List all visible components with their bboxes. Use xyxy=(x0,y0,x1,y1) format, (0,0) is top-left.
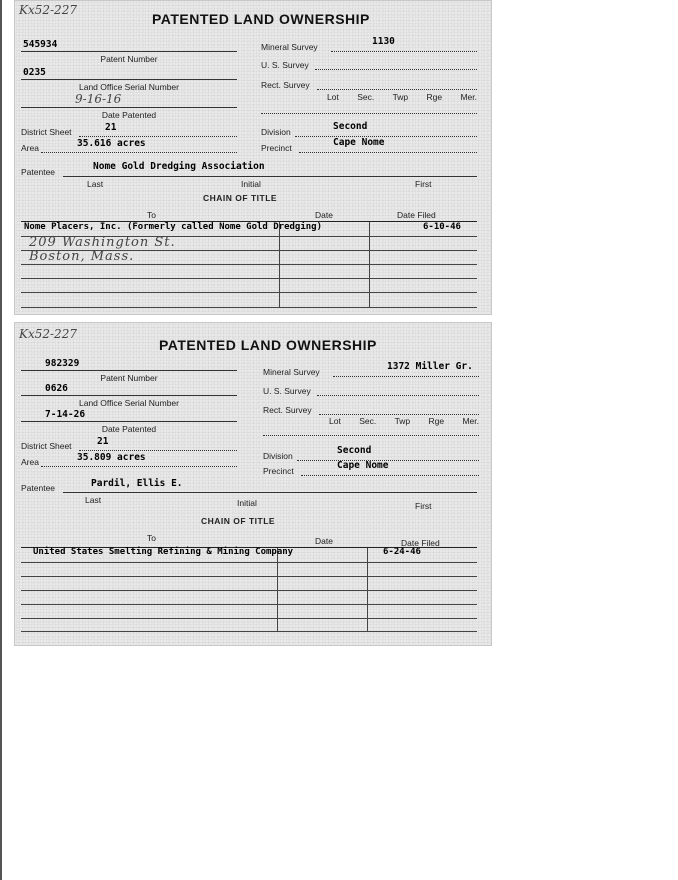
patent-number-label: Patent Number xyxy=(100,54,158,64)
chain-entry-to: United States Smelting Refining & Mining Company xyxy=(33,547,294,557)
chain-entry-filed: 6-10-46 xyxy=(423,222,461,232)
rect-col-sec: Sec. xyxy=(357,92,375,102)
patentee-value: Nome Gold Dredging Association xyxy=(93,161,265,172)
ownership-card-2 xyxy=(14,322,492,646)
name-initial-label: Initial xyxy=(241,179,261,189)
card-reference: Kx52-227 xyxy=(19,327,77,341)
rect-survey-columns xyxy=(327,92,477,102)
area-value: 35.809 acres xyxy=(77,452,146,463)
ownership-card-1 xyxy=(14,0,492,315)
patentee-label: Patentee xyxy=(21,167,56,177)
rect-survey-label: Rect. Survey xyxy=(263,405,312,415)
district-sheet-value: 21 xyxy=(97,436,109,447)
date-patented-value: 9-16-16 xyxy=(75,92,122,106)
precinct-label: Precinct xyxy=(263,466,294,476)
address-line-2: Boston, Mass. xyxy=(29,249,135,264)
district-sheet-label: District Sheet xyxy=(21,441,72,451)
division-label: Division xyxy=(261,127,291,137)
division-label: Division xyxy=(263,451,293,461)
card-title: PATENTED LAND OWNERSHIP xyxy=(159,337,377,353)
rect-col-lot: Lot xyxy=(327,92,339,102)
name-first-label: First xyxy=(415,179,432,189)
rect-col-mer: Mer. xyxy=(462,416,479,426)
col-filed-label: Date Filed xyxy=(397,210,436,220)
mineral-survey-value: 1130 xyxy=(372,36,395,47)
rect-col-mer: Mer. xyxy=(460,92,477,102)
mineral-survey-label: Mineral Survey xyxy=(261,42,318,52)
rect-survey-label: Rect. Survey xyxy=(261,80,310,90)
patentee-label: Patentee xyxy=(21,483,56,493)
chain-of-title-heading: CHAIN OF TITLE xyxy=(201,516,276,526)
district-sheet-label: District Sheet xyxy=(21,127,72,137)
name-first-label: First xyxy=(415,501,432,511)
rect-col-twp: Twp xyxy=(394,416,411,426)
address-line-1: 209 Washington St. xyxy=(29,235,176,250)
area-value: 35.616 acres xyxy=(77,138,146,149)
rect-col-twp: Twp xyxy=(392,92,409,102)
rect-col-rge: Rge xyxy=(426,92,443,102)
us-survey-label: U. S. Survey xyxy=(263,386,311,396)
col-to-label: To xyxy=(147,210,156,220)
division-value: Second xyxy=(337,445,372,456)
patentee-value: Pardil, Ellis E. xyxy=(91,478,183,489)
division-value: Second xyxy=(333,121,368,132)
name-initial-label: Initial xyxy=(237,498,257,508)
precinct-value: Cape Nome xyxy=(333,137,385,148)
card-title: PATENTED LAND OWNERSHIP xyxy=(152,11,370,27)
name-last-label: Last xyxy=(85,495,102,505)
precinct-label: Precinct xyxy=(261,143,292,153)
patent-number-value: 545934 xyxy=(23,39,58,50)
date-patented-label: Date Patented xyxy=(101,110,157,120)
col-to-label: To xyxy=(147,533,156,543)
col-filed-label: Date Filed xyxy=(401,538,440,548)
serial-number-label: Land Office Serial Number xyxy=(78,398,179,408)
rect-col-lot: Lot xyxy=(329,416,341,426)
serial-number-label: Land Office Serial Number xyxy=(78,82,179,92)
serial-number-value: 0235 xyxy=(23,67,46,78)
chain-of-title-table xyxy=(21,547,477,632)
mineral-survey-value: 1372 Miller Gr. xyxy=(387,361,473,372)
card-reference: Kx52-227 xyxy=(19,3,77,17)
patent-number-label: Patent Number xyxy=(100,373,158,383)
rect-survey-columns xyxy=(329,416,479,426)
date-patented-label: Date Patented xyxy=(101,424,157,434)
chain-entry-to: Nome Placers, Inc. (Formerly called Nome Gold Dredging) xyxy=(24,222,323,232)
area-label: Area xyxy=(21,143,39,153)
precinct-value: Cape Nome xyxy=(337,460,389,471)
us-survey-label: U. S. Survey xyxy=(261,60,309,70)
page-edge xyxy=(0,0,2,880)
patent-number-value: 982329 xyxy=(45,358,80,369)
rect-col-sec: Sec. xyxy=(359,416,377,426)
date-patented-value: 7-14-26 xyxy=(45,409,86,420)
chain-of-title-heading: CHAIN OF TITLE xyxy=(203,193,278,203)
district-sheet-value: 21 xyxy=(105,122,117,133)
rect-col-rge: Rge xyxy=(428,416,445,426)
chain-entry-filed: 6-24-46 xyxy=(383,547,421,557)
col-date-label: Date xyxy=(315,210,333,220)
area-label: Area xyxy=(21,457,39,467)
serial-number-value: 0626 xyxy=(45,383,68,394)
mineral-survey-label: Mineral Survey xyxy=(263,367,320,377)
col-date-label: Date xyxy=(315,536,333,546)
name-last-label: Last xyxy=(87,179,104,189)
